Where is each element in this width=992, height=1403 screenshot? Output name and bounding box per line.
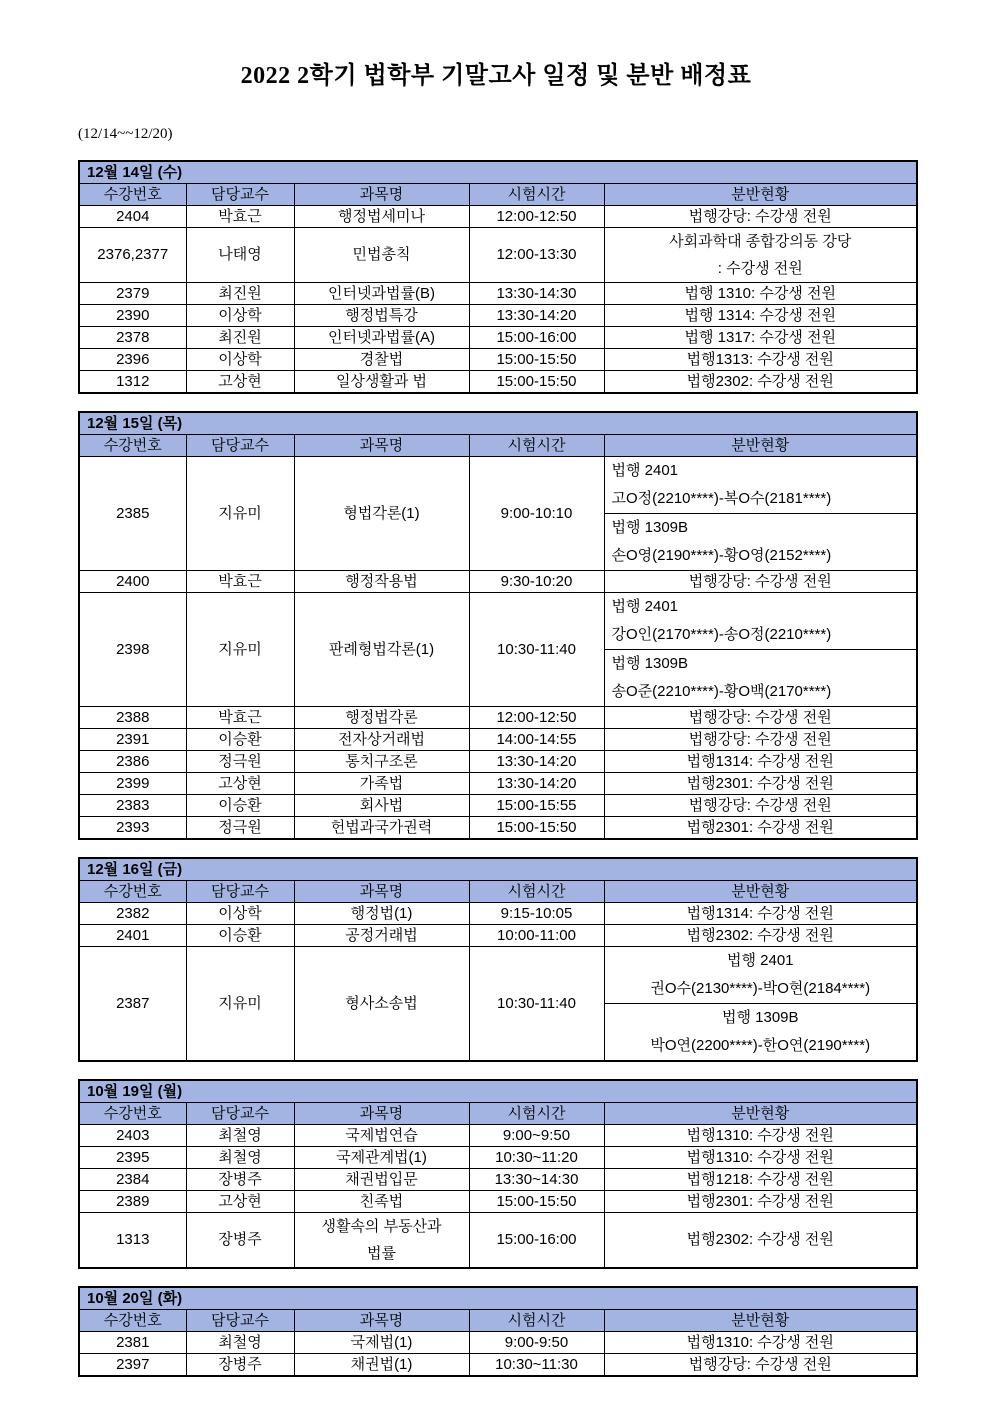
table-row [79, 751, 917, 773]
table-row [79, 729, 917, 751]
professor-cell: 이승환 [186, 729, 294, 751]
time-cell: 13:30-14:20 [469, 305, 604, 327]
subject-cell: 국제법(1) [294, 1332, 469, 1354]
column-header: 과목명 [294, 184, 469, 206]
status-cell [604, 228, 917, 283]
table-row [79, 1354, 917, 1377]
column-header-row [79, 435, 917, 457]
table-row [79, 305, 917, 327]
status-cell: 법행2302: 수강생 전원 [604, 1213, 917, 1269]
table-row [79, 1125, 917, 1147]
status-cell: 법행 1314: 수강생 전원 [604, 305, 917, 327]
time-cell: 13:30~14:30 [469, 1169, 604, 1191]
column-header-row [79, 881, 917, 903]
column-header: 시험시간 [469, 435, 604, 457]
date-header: 12월 16일 (금) [79, 858, 917, 881]
professor-cell: 고상현 [186, 773, 294, 795]
course-no-cell: 2395 [79, 1147, 186, 1169]
column-header: 시험시간 [469, 881, 604, 903]
column-header: 과목명 [294, 1103, 469, 1125]
course-no-cell: 2397 [79, 1354, 186, 1377]
subject-line: 법률 [367, 1245, 396, 1262]
course-no-cell: 2398 [79, 593, 186, 707]
status-cell: 법행1313: 수강생 전원 [604, 349, 917, 371]
table-row [79, 1169, 917, 1191]
time-cell: 15:00-15:50 [469, 1191, 604, 1213]
professor-cell: 이상학 [186, 903, 294, 925]
subject-cell: 친족법 [294, 1191, 469, 1213]
status-line: 권O수(2130****)-박O현(2184****) [650, 980, 871, 997]
course-no-cell: 2386 [79, 751, 186, 773]
table-row [79, 593, 917, 707]
course-no-cell: 2376,2377 [79, 228, 186, 283]
status-line: 법행 1309B [721, 1009, 799, 1026]
table-row [79, 1191, 917, 1213]
status-cell: 법행1314: 수강생 전원 [604, 903, 917, 925]
column-header: 수강번호 [79, 1310, 186, 1332]
column-header: 과목명 [294, 1310, 469, 1332]
column-header: 담당교수 [186, 1310, 294, 1332]
course-no-cell: 2401 [79, 925, 186, 947]
status-cell: 법행2301: 수강생 전원 [604, 1191, 917, 1213]
course-no-cell: 1313 [79, 1213, 186, 1269]
status-line: 법행 1309B [611, 519, 689, 536]
date-header-row [79, 412, 917, 435]
time-cell: 10:30~11:20 [469, 1147, 604, 1169]
column-header: 담당교수 [186, 1103, 294, 1125]
time-cell: 10:30~11:30 [469, 1354, 604, 1377]
date-header-row [79, 858, 917, 881]
column-header: 수강번호 [79, 881, 186, 903]
professor-cell: 박효근 [186, 206, 294, 228]
subject-cell [294, 1213, 469, 1269]
table-row [79, 903, 917, 925]
date-header: 12월 14일 (수) [79, 161, 917, 184]
professor-cell: 고상현 [186, 1191, 294, 1213]
status-cell: 법행2301: 수강생 전원 [604, 773, 917, 795]
course-no-cell: 2385 [79, 457, 186, 571]
status-cell: 법행강당: 수강생 전원 [604, 707, 917, 729]
column-header: 담당교수 [186, 435, 294, 457]
column-header: 수강번호 [79, 1103, 186, 1125]
date-header: 12월 15일 (목) [79, 412, 917, 435]
course-no-cell: 1312 [79, 371, 186, 394]
professor-cell: 장병주 [186, 1213, 294, 1269]
status-cell: 법행1218: 수강생 전원 [604, 1169, 917, 1191]
subject-cell: 전자상거래법 [294, 729, 469, 751]
exam-table-5 [78, 1286, 918, 1377]
table-row [79, 571, 917, 593]
status-line: 사회과학대 종합강의동 강당 [669, 233, 852, 250]
exam-table-4 [78, 1079, 918, 1269]
status-cell: 법행 1310: 수강생 전원 [604, 283, 917, 305]
status-cell: 법행2302: 수강생 전원 [604, 371, 917, 394]
column-header: 과목명 [294, 435, 469, 457]
time-cell: 9:15-10:05 [469, 903, 604, 925]
professor-cell: 장병주 [186, 1354, 294, 1377]
table-row [79, 228, 917, 283]
subject-line: 생활속의 부동산과 [321, 1218, 442, 1235]
column-header: 분반현황 [604, 435, 917, 457]
course-no-cell: 2393 [79, 817, 186, 840]
status-cell: 법행1310: 수강생 전원 [604, 1125, 917, 1147]
time-cell: 15:00-15:50 [469, 371, 604, 394]
time-cell: 9:00~9:50 [469, 1125, 604, 1147]
column-header: 분반현황 [604, 1310, 917, 1332]
course-no-cell: 2383 [79, 795, 186, 817]
professor-cell: 지유미 [186, 457, 294, 571]
status-section [605, 514, 917, 570]
date-header-row [79, 1287, 917, 1310]
time-cell: 12:00-12:50 [469, 707, 604, 729]
subject-cell: 행정법특강 [294, 305, 469, 327]
time-cell: 9:00-10:10 [469, 457, 604, 571]
column-header: 수강번호 [79, 435, 186, 457]
page-title: 2022 2학기 법학부 기말고사 일정 및 분반 배정표 [240, 63, 752, 89]
subject-cell: 국제관계법(1) [294, 1147, 469, 1169]
time-cell: 9:00-9:50 [469, 1332, 604, 1354]
table-row [79, 925, 917, 947]
column-header-row [79, 184, 917, 206]
status-section [605, 947, 917, 1004]
status-cell: 법행 1317: 수강생 전원 [604, 327, 917, 349]
table-row [79, 349, 917, 371]
subject-cell: 헌법과국가권력 [294, 817, 469, 840]
professor-cell: 고상현 [186, 371, 294, 394]
subject-cell: 행정작용법 [294, 571, 469, 593]
professor-cell: 지유미 [186, 593, 294, 707]
status-section [605, 1004, 917, 1060]
column-header: 시험시간 [469, 184, 604, 206]
table-row [79, 206, 917, 228]
time-cell: 10:00-11:00 [469, 925, 604, 947]
tables-container [78, 160, 916, 1377]
course-no-cell: 2381 [79, 1332, 186, 1354]
time-cell: 13:30-14:30 [469, 283, 604, 305]
column-header-row [79, 1310, 917, 1332]
time-cell: 9:30-10:20 [469, 571, 604, 593]
status-line: 법행 2401 [726, 952, 794, 969]
column-header: 시험시간 [469, 1103, 604, 1125]
exam-table-1 [78, 160, 918, 394]
table-row [79, 1332, 917, 1354]
status-section [605, 457, 917, 514]
subject-cell: 일상생활과 법 [294, 371, 469, 394]
date-header: 10월 20일 (화) [79, 1287, 917, 1310]
date-header-row [79, 161, 917, 184]
status-cell: 법행1314: 수강생 전원 [604, 751, 917, 773]
subject-cell: 가족법 [294, 773, 469, 795]
status-cell: 법행1310: 수강생 전원 [604, 1147, 917, 1169]
professor-cell: 최철영 [186, 1125, 294, 1147]
status-cell: 법행강당: 수강생 전원 [604, 206, 917, 228]
professor-cell: 최철영 [186, 1332, 294, 1354]
column-header: 분반현황 [604, 881, 917, 903]
status-cell [604, 947, 917, 1062]
table-row [79, 1213, 917, 1269]
time-cell: 13:30-14:20 [469, 773, 604, 795]
status-line: 송O준(2210****)-황O백(2170****) [611, 683, 832, 700]
table-row [79, 817, 917, 840]
column-header: 담당교수 [186, 184, 294, 206]
subject-cell: 인터넷과법률(A) [294, 327, 469, 349]
time-cell: 12:00-12:50 [469, 206, 604, 228]
subject-cell: 민법총칙 [294, 228, 469, 283]
professor-cell: 정극원 [186, 751, 294, 773]
professor-cell: 지유미 [186, 947, 294, 1062]
date-header-row [79, 1080, 917, 1103]
course-no-cell: 2382 [79, 903, 186, 925]
subject-cell: 행정법각론 [294, 707, 469, 729]
subject-cell: 통치구조론 [294, 751, 469, 773]
status-line: 박O연(2200****)-한O연(2190****) [650, 1037, 871, 1054]
course-no-cell: 2388 [79, 707, 186, 729]
column-header: 담당교수 [186, 881, 294, 903]
status-cell: 법행강당: 수강생 전원 [604, 571, 917, 593]
professor-cell: 장병주 [186, 1169, 294, 1191]
time-cell: 15:00-15:55 [469, 795, 604, 817]
column-header: 분반현황 [604, 1103, 917, 1125]
exam-table-2 [78, 411, 918, 840]
column-header: 분반현황 [604, 184, 917, 206]
column-header: 시험시간 [469, 1310, 604, 1332]
course-no-cell: 2400 [79, 571, 186, 593]
course-no-cell: 2390 [79, 305, 186, 327]
professor-cell: 이승환 [186, 795, 294, 817]
status-line: 강O인(2170****)-송O정(2210****) [611, 626, 832, 643]
time-cell: 15:00-15:50 [469, 349, 604, 371]
course-no-cell: 2391 [79, 729, 186, 751]
status-cell: 법행2302: 수강생 전원 [604, 925, 917, 947]
professor-cell: 이상학 [186, 349, 294, 371]
subject-cell: 인터넷과법률(B) [294, 283, 469, 305]
table-row [79, 457, 917, 571]
time-cell: 15:00-16:00 [469, 1213, 604, 1269]
status-line: 법행 1309B [611, 655, 689, 672]
professor-cell: 박효근 [186, 707, 294, 729]
status-line: : 수강생 전원 [717, 260, 803, 277]
exam-date-range: (12/14~~12/20) [78, 126, 173, 142]
professor-cell: 박효근 [186, 571, 294, 593]
table-row [79, 947, 917, 1062]
subject-cell: 형사소송법 [294, 947, 469, 1062]
time-cell: 13:30-14:20 [469, 751, 604, 773]
course-no-cell: 2404 [79, 206, 186, 228]
course-no-cell: 2379 [79, 283, 186, 305]
course-no-cell: 2399 [79, 773, 186, 795]
course-no-cell: 2378 [79, 327, 186, 349]
time-cell: 10:30-11:40 [469, 593, 604, 707]
subject-cell: 채권법입문 [294, 1169, 469, 1191]
status-section [605, 650, 917, 706]
time-cell: 14:00-14:55 [469, 729, 604, 751]
status-cell [604, 457, 917, 571]
professor-cell: 최진원 [186, 327, 294, 349]
table-row [79, 371, 917, 394]
date-header: 10월 19일 (월) [79, 1080, 917, 1103]
subject-cell: 판례형법각론(1) [294, 593, 469, 707]
exam-table-3 [78, 857, 918, 1062]
status-cell: 법행강당: 수강생 전원 [604, 795, 917, 817]
status-section [605, 593, 917, 650]
status-cell [604, 593, 917, 707]
course-no-cell: 2396 [79, 349, 186, 371]
status-cell: 법행강당: 수강생 전원 [604, 729, 917, 751]
status-line: 법행 2401 [611, 462, 679, 479]
course-no-cell: 2403 [79, 1125, 186, 1147]
professor-cell: 정극원 [186, 817, 294, 840]
column-header-row [79, 1103, 917, 1125]
table-row [79, 773, 917, 795]
column-header: 수강번호 [79, 184, 186, 206]
status-cell: 법행2301: 수강생 전원 [604, 817, 917, 840]
table-row [79, 707, 917, 729]
table-row [79, 1147, 917, 1169]
professor-cell: 최진원 [186, 283, 294, 305]
subject-cell: 형법각론(1) [294, 457, 469, 571]
professor-cell: 나태영 [186, 228, 294, 283]
subject-cell: 행정법세미나 [294, 206, 469, 228]
time-cell: 12:00-13:30 [469, 228, 604, 283]
subject-cell: 국제법연습 [294, 1125, 469, 1147]
status-line: 손O영(2190****)-황O영(2152****) [611, 547, 832, 564]
status-cell: 법행강당: 수강생 전원 [604, 1354, 917, 1377]
status-line: 고O정(2210****)-복O수(2181****) [611, 490, 832, 507]
professor-cell: 최철영 [186, 1147, 294, 1169]
table-row [79, 795, 917, 817]
column-header: 과목명 [294, 881, 469, 903]
course-no-cell: 2389 [79, 1191, 186, 1213]
subject-cell: 채권법(1) [294, 1354, 469, 1377]
table-row [79, 283, 917, 305]
professor-cell: 이승환 [186, 925, 294, 947]
subject-cell: 회사법 [294, 795, 469, 817]
time-cell: 10:30-11:40 [469, 947, 604, 1062]
course-no-cell: 2384 [79, 1169, 186, 1191]
status-line: 법행 2401 [611, 598, 679, 615]
time-cell: 15:00-15:50 [469, 817, 604, 840]
course-no-cell: 2387 [79, 947, 186, 1062]
subject-cell: 행정법(1) [294, 903, 469, 925]
professor-cell: 이상학 [186, 305, 294, 327]
subject-cell: 경찰법 [294, 349, 469, 371]
time-cell: 15:00-16:00 [469, 327, 604, 349]
subject-cell: 공정거래법 [294, 925, 469, 947]
status-cell: 법행1310: 수강생 전원 [604, 1332, 917, 1354]
table-row [79, 327, 917, 349]
